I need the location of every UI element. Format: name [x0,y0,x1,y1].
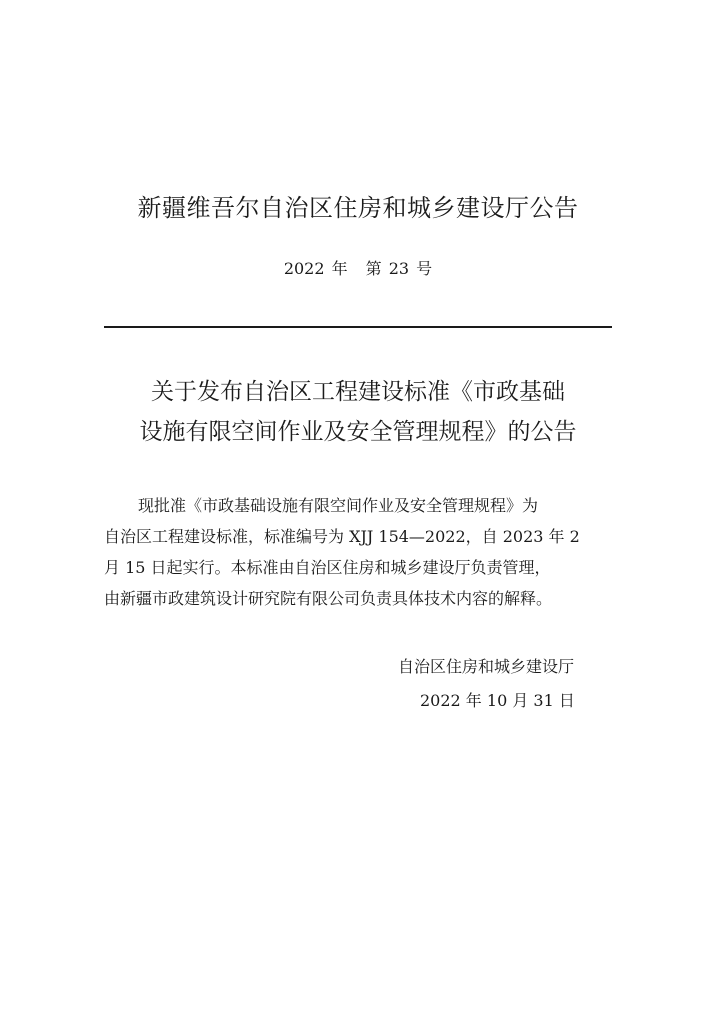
notice-title [104,372,612,452]
body-line-3: 月 15 日起实行。本标准由自治区住房和城乡建设厅负责管理， [104,558,551,577]
body-line-2: 自治区工程建设标准，标准编号为 XJJ 154—2022，自 2023 年 2 [104,527,580,546]
notice-title-line-2: 设施有限空间作业及安全管理规程》的公告 [139,419,577,445]
notice-body [104,490,614,614]
body-line-4: 由新疆市政建筑设计研究院有限公司负责具体技术内容的解释。 [104,589,553,608]
issuer-name: 自治区住房和城乡建设厅 [398,657,575,676]
document-issue-number: 第 23 号 [365,259,433,278]
announcement-header-title: 新疆维吾尔自治区住房和城乡建设厅公告 [137,194,579,222]
issue-date: 2022 年 10 月 31 日 [420,691,575,710]
notice-title-line-1: 关于发布自治区工程建设标准《市政基础 [151,379,565,405]
header-divider-rule [104,326,612,328]
document-number [0,258,716,280]
signature-block [398,650,575,718]
body-line-1: 现批准《市政基础设施有限空间作业及安全管理规程》为 [138,496,539,515]
document-year: 2022 年 [283,259,348,278]
